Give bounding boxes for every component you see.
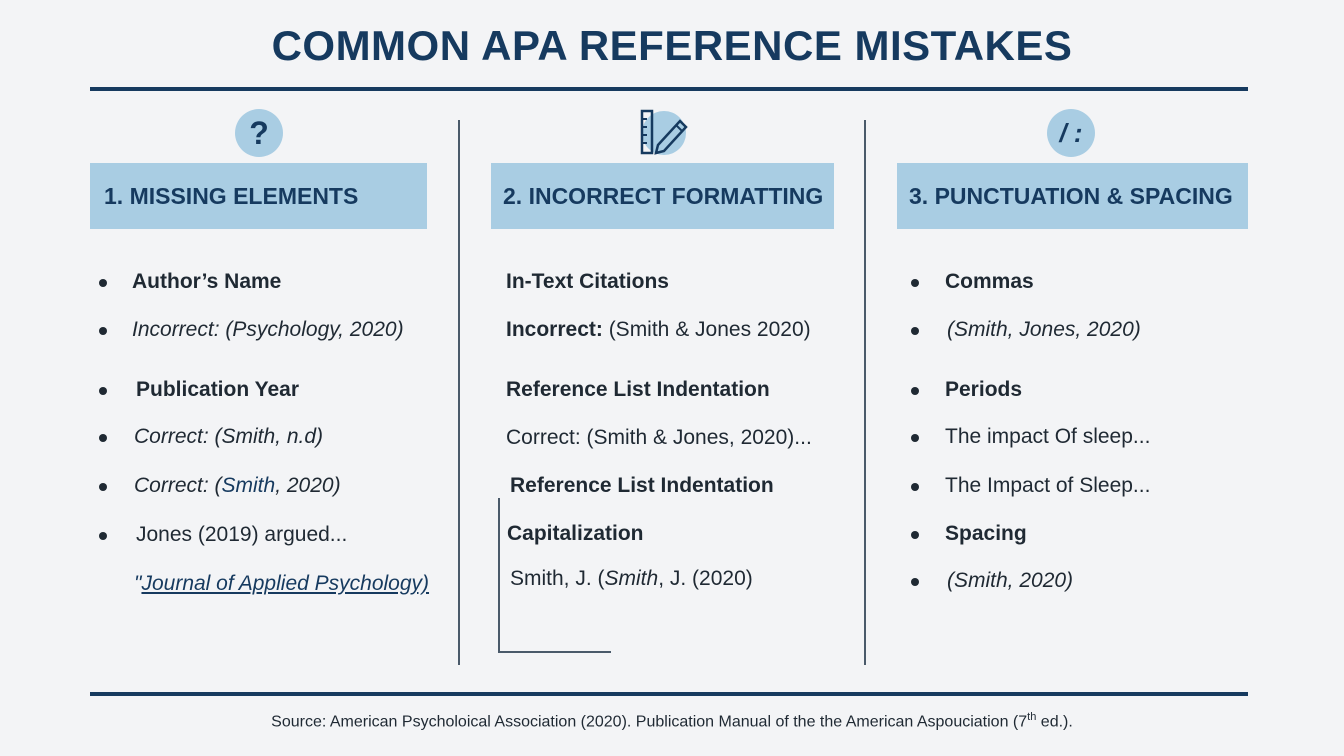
bullet [99, 483, 107, 491]
bullet [911, 279, 919, 287]
list-item: Capitalization [507, 522, 644, 545]
list-item: Incorrect: (Psychology, 2020) [132, 318, 404, 341]
list-item [134, 473, 341, 499]
slash-colon-icon: / : [1047, 109, 1095, 157]
list-item: Correct: (Smith, n.d) [134, 425, 324, 448]
list-item: Correct: (Smith & Jones, 2020)... [506, 426, 812, 449]
journal-link[interactable]: Journal of Applied Psychology) [141, 572, 430, 595]
bullet [99, 387, 107, 395]
list-item: Author’s Name [132, 270, 282, 293]
bullet [911, 387, 919, 395]
bottom-divider [90, 692, 1248, 696]
bullet [99, 532, 107, 540]
item-text-italic: Smith [604, 567, 659, 590]
item-text: , 2020) [275, 474, 341, 497]
list-item: Publication Year [136, 378, 300, 401]
column-3-heading: 3. PUNCTUATION & SPACING [897, 163, 1248, 229]
item-text: , J. (2020) [658, 567, 753, 590]
column-2-heading: 2. INCORRECT FORMATTING [491, 163, 834, 229]
list-item: Spacing [945, 522, 1027, 545]
bullet [99, 279, 107, 287]
list-item: Jones (2019) argued... [136, 523, 348, 546]
bullet [99, 434, 107, 442]
journal-link-item[interactable] [134, 571, 429, 597]
page-title: COMMON APA REFERENCE MISTAKES [271, 22, 1073, 69]
bullet [911, 578, 919, 586]
list-item: (Smith, Jones, 2020) [947, 318, 1141, 341]
quote-mark: " [134, 572, 142, 595]
bullet [911, 531, 919, 539]
bullet [911, 327, 919, 335]
item-text: Correct: ( [134, 474, 222, 497]
list-item: Reference List Indentation [506, 378, 770, 401]
list-item: Periods [945, 378, 1023, 401]
item-text: (Smith & Jones 2020) [602, 318, 811, 341]
column-divider-2 [864, 120, 866, 665]
list-item: (Smith, 2020) [947, 569, 1074, 592]
list-item: In-Text Citations [506, 270, 669, 293]
item-label: Incorrect: [506, 318, 603, 341]
bullet [99, 327, 107, 335]
indent-bracket [498, 498, 611, 653]
top-divider [90, 87, 1248, 91]
footer-text-end: ed.). [1036, 713, 1073, 731]
ruler-pencil-icon [640, 109, 692, 157]
list-item [506, 317, 811, 343]
list-item: Commas [945, 270, 1034, 293]
list-item: Reference List Indentation [510, 474, 774, 497]
bullet [911, 483, 919, 491]
footer-sup: th [1027, 711, 1037, 723]
column-1-heading: 1. MISSING ELEMENTS [90, 163, 427, 229]
source-footer [0, 711, 1344, 731]
footer-text: Source: American Psycholoical Association (2020). Publication Manual of the the American Aspouciation (7 [271, 713, 1028, 731]
list-item: The impact Of sleep... [945, 425, 1151, 448]
list-item: The Impact of Sleep... [945, 474, 1151, 497]
question-icon: ? [235, 109, 283, 157]
item-text: Smith, J. ( [510, 567, 605, 590]
column-divider-1 [458, 120, 460, 665]
bullet [911, 434, 919, 442]
item-text-highlight: Smith [221, 474, 276, 497]
